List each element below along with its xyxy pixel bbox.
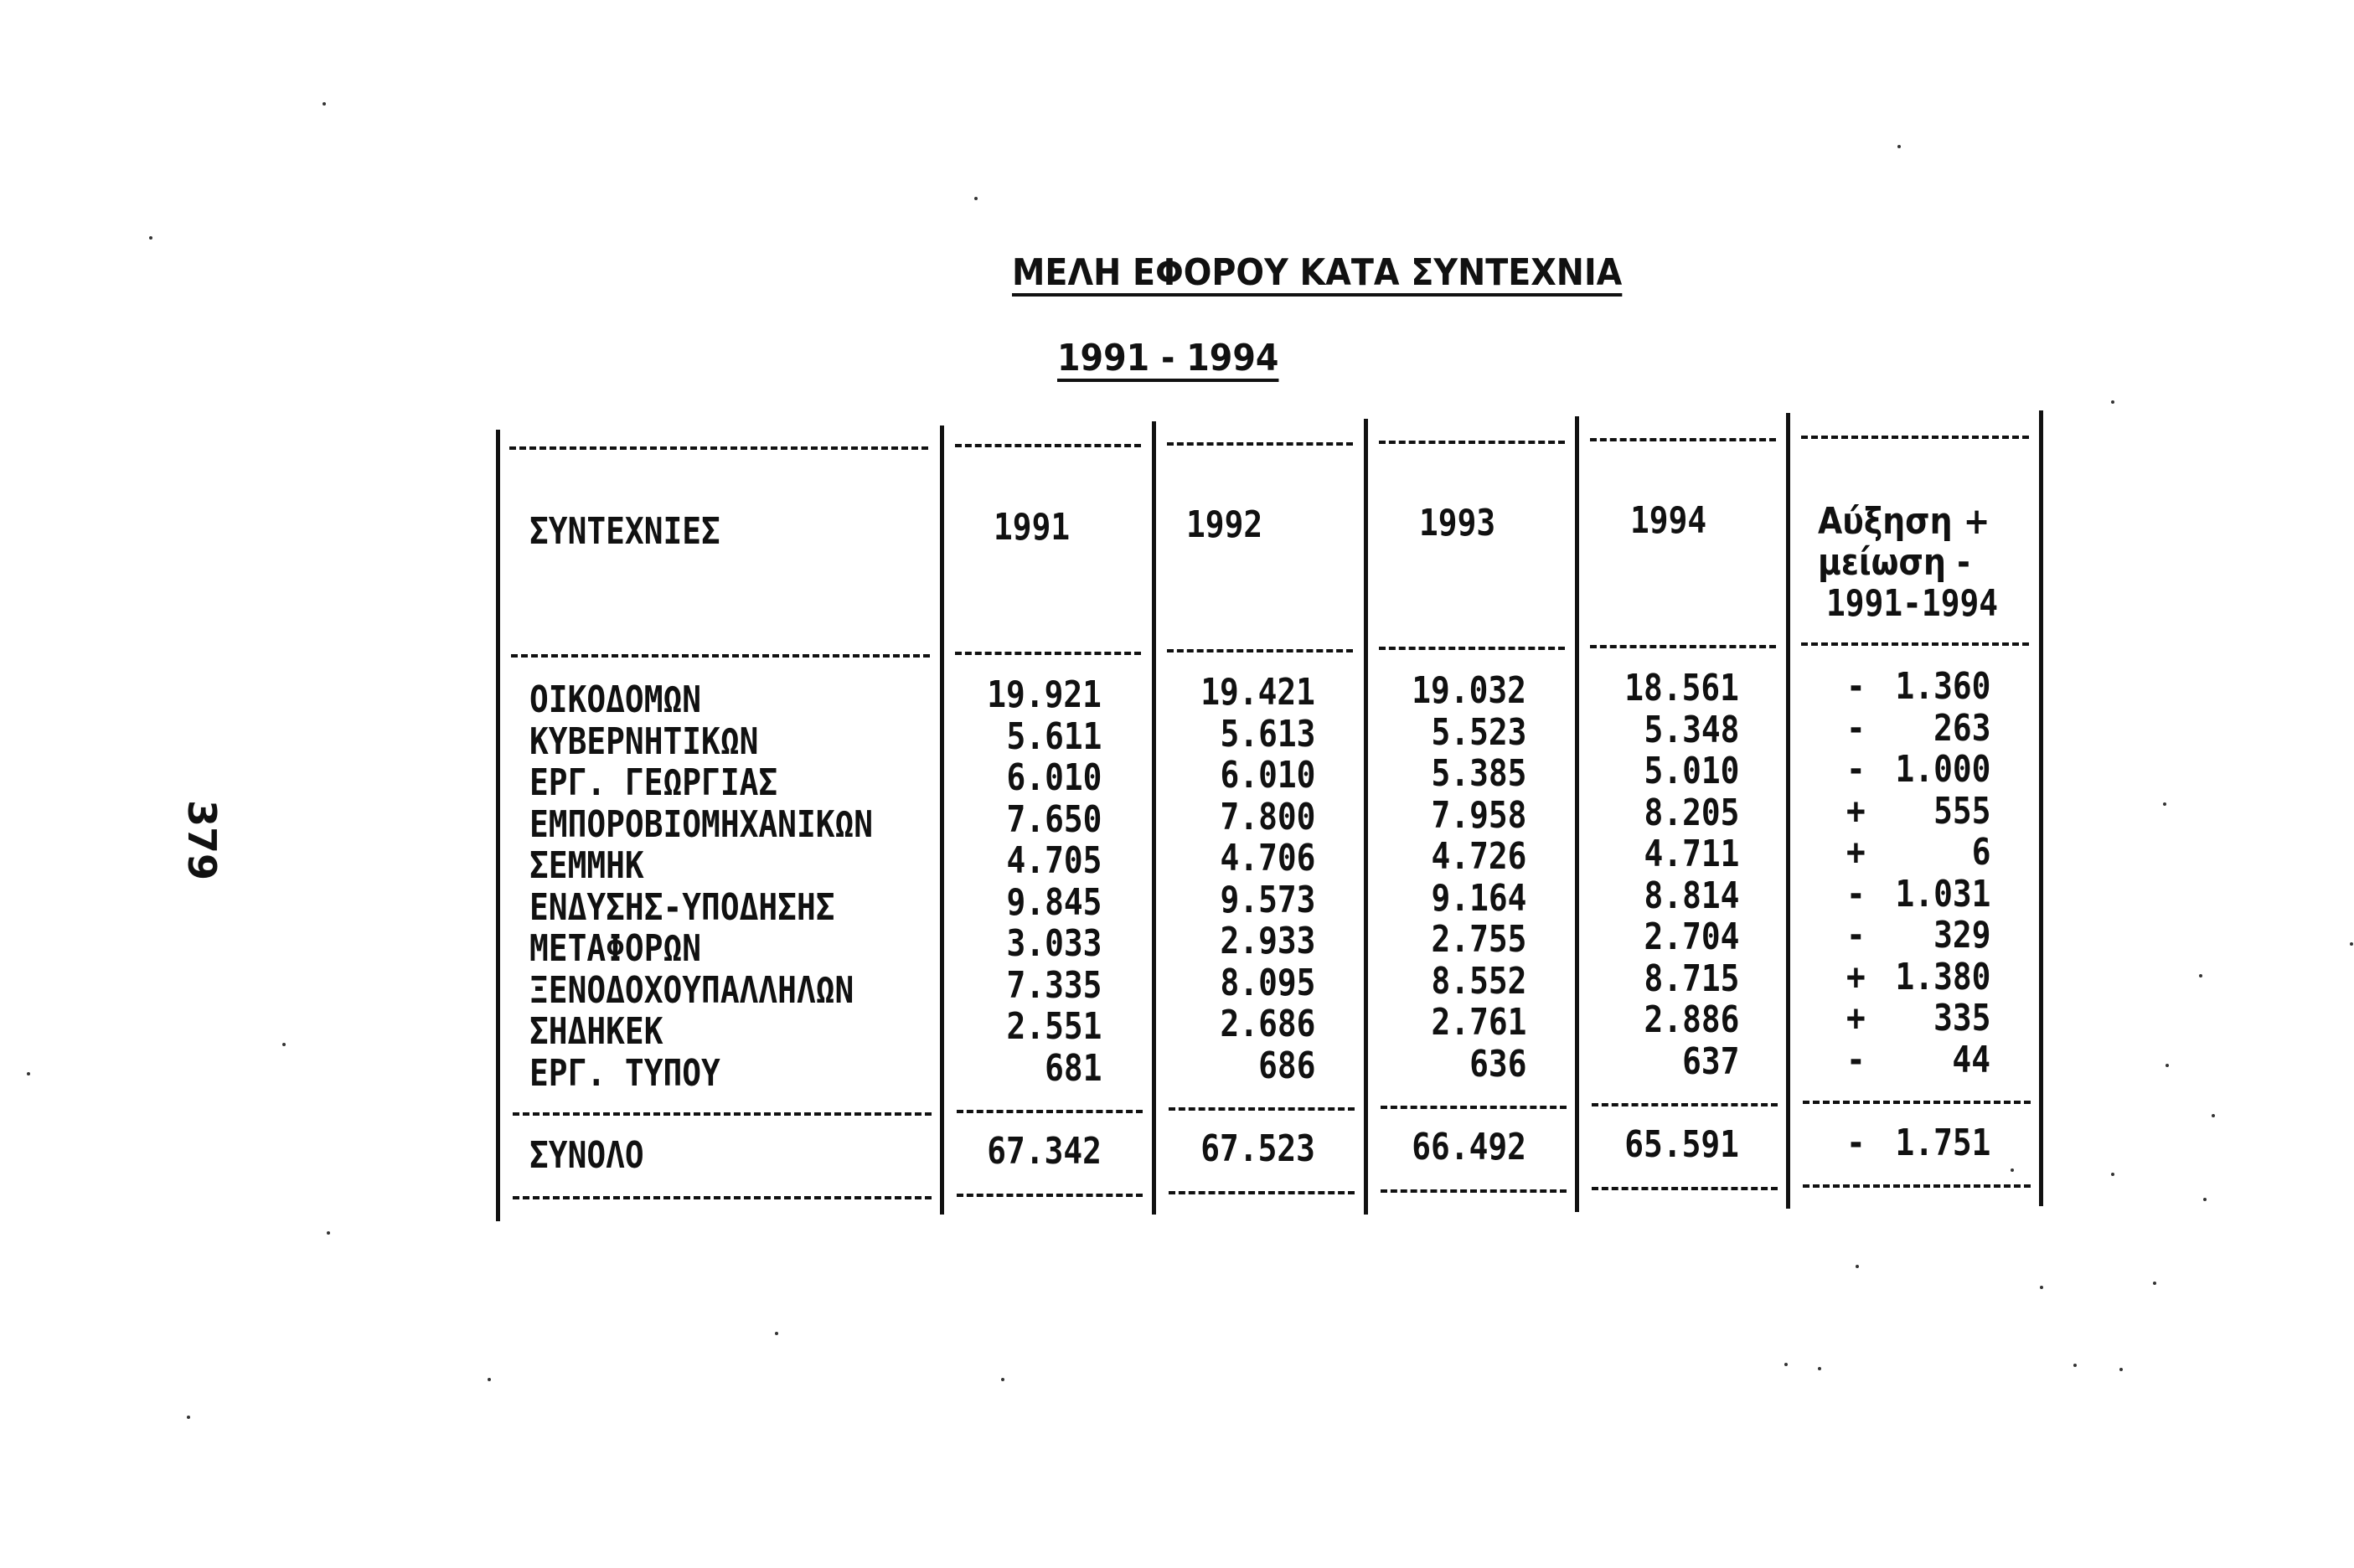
trade-name: ΣΕΜΜΗΚ bbox=[529, 844, 644, 887]
table-rule-total bbox=[1169, 1107, 1355, 1111]
change-value: 44 bbox=[1952, 1038, 1990, 1081]
total-1993: 66.492 bbox=[1412, 1126, 1526, 1168]
value-1992: 8.095 bbox=[1220, 961, 1315, 1004]
trade-name: ΞΕΝΟΔΟΧΟΥΠΑΛΛΗΛΩΝ bbox=[529, 968, 854, 1012]
table-rule-header bbox=[955, 652, 1141, 655]
value-1992: 19.421 bbox=[1200, 671, 1315, 714]
document-title: ΜΕΛΗ ΕΦΟΡΟΥ ΚΑΤΑ ΣΥΝΤΕΧΝΙΑ bbox=[1012, 251, 1623, 294]
value-1994: 18.561 bbox=[1624, 667, 1739, 709]
table-border-left bbox=[496, 430, 500, 1221]
change-sign: + bbox=[1846, 831, 1866, 874]
table-rule-bottom bbox=[1803, 1184, 2031, 1188]
table-rule-total bbox=[513, 1112, 932, 1116]
total-change-value: 1.751 bbox=[1895, 1122, 1990, 1164]
table-rule-top bbox=[955, 444, 1141, 447]
table-rule-header bbox=[1801, 642, 2029, 646]
change-sign: - bbox=[1846, 914, 1866, 957]
value-1994: 5.010 bbox=[1644, 750, 1739, 792]
value-1993: 5.523 bbox=[1431, 710, 1526, 754]
value-1991: 681 bbox=[1044, 1046, 1102, 1090]
table-rule-total bbox=[1592, 1103, 1778, 1106]
header-1992: 1992 bbox=[1186, 503, 1263, 546]
header-1993: 1993 bbox=[1419, 502, 1496, 544]
table-rule-header bbox=[1590, 645, 1776, 648]
total-1994: 65.591 bbox=[1624, 1123, 1739, 1166]
value-1994: 8.814 bbox=[1644, 874, 1739, 917]
value-1992: 686 bbox=[1257, 1044, 1315, 1087]
trade-name: ΜΕΤΑΦΟΡΩΝ bbox=[529, 927, 702, 970]
value-1994: 5.348 bbox=[1644, 708, 1739, 751]
table-rule-bottom bbox=[513, 1196, 932, 1199]
value-1993: 9.164 bbox=[1431, 876, 1526, 920]
value-1993: 8.552 bbox=[1431, 959, 1526, 1003]
trade-name: ΟΙΚΟΔΟΜΩΝ bbox=[529, 678, 702, 721]
value-1991: 5.611 bbox=[1006, 714, 1102, 758]
value-1993: 4.726 bbox=[1431, 835, 1526, 878]
change-sign: - bbox=[1846, 1038, 1866, 1081]
change-sign: + bbox=[1846, 955, 1866, 998]
change-value: 1.000 bbox=[1895, 748, 1990, 791]
column-divider bbox=[1152, 421, 1156, 1215]
value-1991: 7.335 bbox=[1006, 963, 1102, 1007]
value-1991: 4.705 bbox=[1006, 839, 1102, 882]
change-value: 329 bbox=[1933, 914, 1990, 957]
table-rule-header bbox=[1167, 649, 1353, 652]
trade-name: ΚΥΒΕΡΝΗΤΙΚΩΝ bbox=[529, 720, 759, 763]
value-1991: 9.845 bbox=[1006, 880, 1102, 924]
value-1991: 7.650 bbox=[1006, 797, 1102, 841]
change-sign: - bbox=[1846, 665, 1866, 708]
change-value: 1.360 bbox=[1895, 665, 1990, 708]
column-divider bbox=[940, 426, 944, 1215]
page-number: 379 bbox=[179, 800, 225, 881]
table-rule-top bbox=[1590, 438, 1776, 441]
change-sign: + bbox=[1846, 789, 1866, 833]
total-change-sign: - bbox=[1846, 1122, 1866, 1164]
table-border-right bbox=[2039, 410, 2043, 1206]
value-1994: 8.205 bbox=[1644, 791, 1739, 834]
value-1991: 19.921 bbox=[987, 673, 1102, 716]
value-1992: 2.686 bbox=[1220, 1003, 1315, 1045]
value-1993: 7.958 bbox=[1431, 793, 1526, 837]
column-divider bbox=[1786, 413, 1790, 1209]
table-rule-top bbox=[1167, 442, 1353, 446]
trade-name: ΣΗΔΗΚΕΚ bbox=[529, 1010, 663, 1053]
table-rule-header bbox=[1379, 647, 1565, 650]
change-sign: - bbox=[1846, 748, 1866, 791]
column-divider bbox=[1364, 419, 1368, 1215]
table-rule-bottom bbox=[1592, 1187, 1778, 1190]
table-rule-header bbox=[511, 654, 930, 658]
value-1991: 3.033 bbox=[1006, 922, 1102, 965]
value-1994: 2.704 bbox=[1644, 916, 1739, 958]
total-label: ΣΥΝΟΛΟ bbox=[529, 1134, 644, 1177]
table-rule-bottom bbox=[1381, 1189, 1567, 1193]
change-sign: - bbox=[1846, 706, 1866, 750]
trade-name: ΕΝΔΥΣΗΣ-ΥΠΟΔΗΣΗΣ bbox=[529, 885, 835, 929]
value-1993: 19.032 bbox=[1412, 669, 1526, 712]
change-value: 1.031 bbox=[1895, 872, 1990, 916]
change-value: 555 bbox=[1933, 789, 1990, 833]
value-1993: 5.385 bbox=[1431, 752, 1526, 795]
value-1992: 5.613 bbox=[1220, 712, 1315, 756]
header-change-line2: μείωση - bbox=[1818, 541, 1970, 584]
value-1991: 2.551 bbox=[1006, 1005, 1102, 1048]
total-1992: 67.523 bbox=[1200, 1127, 1315, 1170]
value-1993: 636 bbox=[1469, 1042, 1526, 1086]
value-1991: 6.010 bbox=[1006, 756, 1102, 799]
trade-name: ΕΡΓ. ΓΕΩΡΓΙΑΣ bbox=[529, 761, 778, 804]
table-rule-total bbox=[957, 1110, 1143, 1113]
table-rule-bottom bbox=[957, 1194, 1143, 1197]
header-change-line1: Αύξηση + bbox=[1818, 500, 1990, 543]
value-1992: 9.573 bbox=[1220, 878, 1315, 921]
value-1992: 7.800 bbox=[1220, 795, 1315, 838]
value-1994: 8.715 bbox=[1644, 957, 1739, 1000]
value-1993: 2.755 bbox=[1431, 918, 1526, 961]
trade-name: ΕΜΠΟΡΟΒΙΟΜΗΧΑΝΙΚΩΝ bbox=[529, 802, 874, 846]
table-rule-top bbox=[1801, 436, 2029, 439]
header-change-line3: 1991-1994 bbox=[1826, 582, 1999, 625]
value-1992: 6.010 bbox=[1220, 754, 1315, 797]
value-1994: 2.886 bbox=[1644, 998, 1739, 1041]
table-rule-total bbox=[1381, 1106, 1567, 1109]
column-divider bbox=[1575, 416, 1579, 1212]
header-1994: 1994 bbox=[1630, 499, 1707, 542]
document-subtitle: 1991 - 1994 bbox=[1057, 337, 1279, 379]
change-value: 263 bbox=[1933, 706, 1990, 750]
header-trades: ΣΥΝΤΕΧΝΙΕΣ bbox=[529, 510, 720, 553]
change-value: 335 bbox=[1933, 997, 1990, 1039]
value-1992: 4.706 bbox=[1220, 837, 1315, 879]
total-1991: 67.342 bbox=[987, 1130, 1102, 1173]
change-sign: - bbox=[1846, 872, 1866, 916]
trade-name: ΕΡΓ. ΤΥΠΟΥ bbox=[529, 1051, 720, 1095]
change-value: 6 bbox=[1971, 831, 1990, 874]
table-rule-top bbox=[1379, 441, 1565, 444]
header-1991: 1991 bbox=[994, 506, 1071, 549]
table-rule-total bbox=[1803, 1101, 2031, 1104]
value-1994: 4.711 bbox=[1644, 833, 1739, 875]
change-value: 1.380 bbox=[1895, 955, 1990, 998]
table-rule-top bbox=[509, 446, 928, 450]
value-1994: 637 bbox=[1681, 1039, 1739, 1083]
change-sign: + bbox=[1846, 997, 1866, 1039]
value-1992: 2.933 bbox=[1220, 920, 1315, 962]
table-rule-bottom bbox=[1169, 1191, 1355, 1194]
value-1993: 2.761 bbox=[1431, 1001, 1526, 1044]
